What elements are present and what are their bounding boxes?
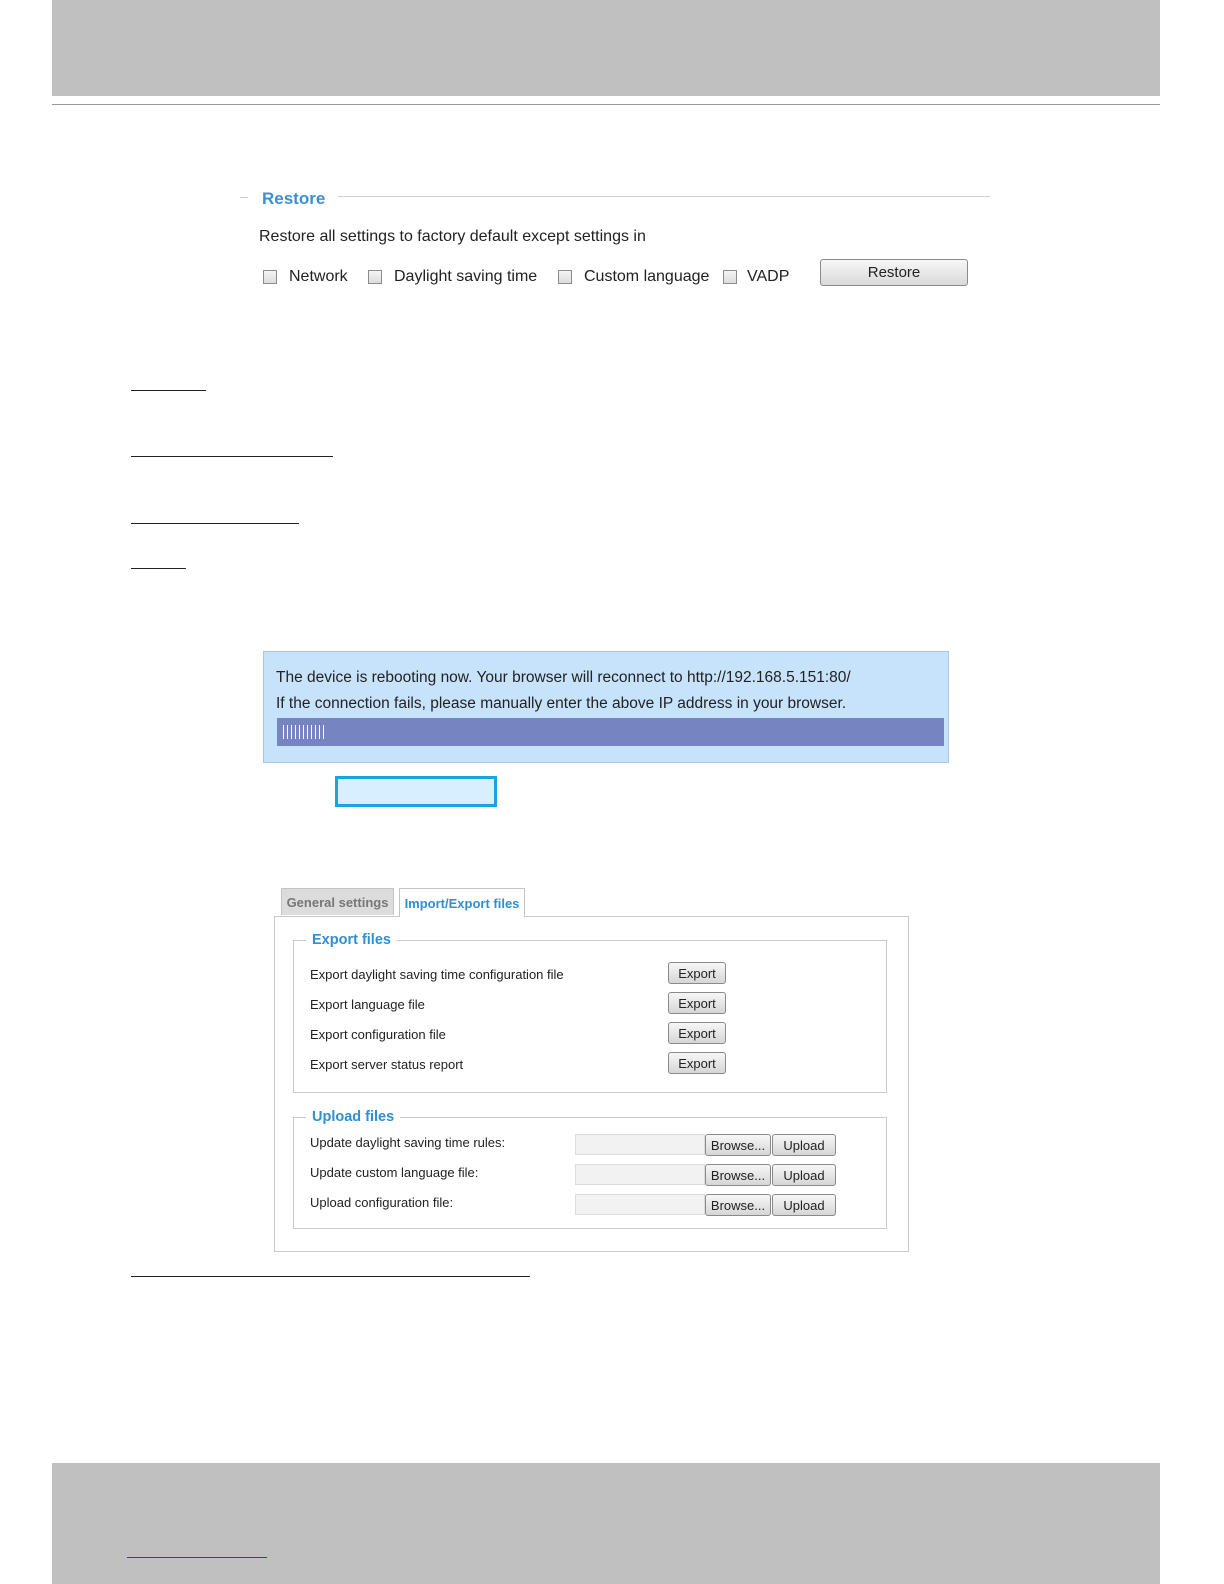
config-file-input[interactable] bbox=[575, 1194, 705, 1215]
underline-heading-4 bbox=[131, 568, 186, 569]
upload-row-label-dst: Update daylight saving time rules: bbox=[310, 1135, 506, 1150]
daylight-saving-checkbox-label: Daylight saving time bbox=[394, 268, 538, 285]
dst-rules-file-input[interactable] bbox=[575, 1134, 705, 1155]
restore-legend-line-left bbox=[240, 197, 248, 198]
export-row-label-status: Export server status report bbox=[310, 1057, 464, 1072]
restore-description: Restore all settings to factory default except settings in bbox=[259, 228, 646, 245]
header-rule bbox=[52, 104, 1160, 105]
export-row-label-dst: Export daylight saving time configuration file bbox=[310, 967, 564, 982]
vadp-checkbox[interactable] bbox=[723, 270, 737, 284]
config-upload-button[interactable]: Upload bbox=[772, 1194, 836, 1216]
config-browse-button[interactable]: Browse... bbox=[705, 1194, 771, 1216]
tab-general-settings[interactable]: General settings bbox=[281, 888, 394, 915]
progress-ticks bbox=[283, 725, 327, 739]
network-checkbox[interactable] bbox=[263, 270, 277, 284]
export-dst-button[interactable]: Export bbox=[668, 962, 726, 984]
underline-heading-2 bbox=[131, 456, 333, 457]
dst-rules-upload-button[interactable]: Upload bbox=[772, 1134, 836, 1156]
underline-heading-5 bbox=[131, 1276, 530, 1277]
export-config-button[interactable]: Export bbox=[668, 1022, 726, 1044]
underline-heading-3 bbox=[131, 523, 299, 524]
custom-language-checkbox-label: Custom language bbox=[584, 268, 710, 285]
vadp-checkbox-label: VADP bbox=[747, 268, 790, 285]
footer-band bbox=[52, 1463, 1160, 1584]
reboot-message-box bbox=[263, 651, 949, 763]
underline-heading-1 bbox=[131, 390, 206, 391]
restore-title: Restore bbox=[262, 189, 326, 208]
export-row-label-config: Export configuration file bbox=[310, 1027, 446, 1042]
restore-legend-line-right bbox=[338, 196, 990, 197]
reboot-progress-bar bbox=[277, 718, 944, 746]
upload-row-label-config: Upload configuration file: bbox=[310, 1195, 454, 1210]
tab-import-export-files[interactable]: Import/Export files bbox=[399, 888, 525, 917]
footer-link-underline[interactable] bbox=[127, 1557, 267, 1558]
reboot-message-line-1: The device is rebooting now. Your browser will reconnect to http://192.168.5.151:80/ bbox=[276, 669, 851, 686]
upload-files-title: Upload files bbox=[306, 1109, 400, 1125]
dst-rules-browse-button[interactable]: Browse... bbox=[705, 1134, 771, 1156]
daylight-saving-checkbox[interactable] bbox=[368, 270, 382, 284]
language-browse-button[interactable]: Browse... bbox=[705, 1164, 771, 1186]
language-file-input[interactable] bbox=[575, 1164, 705, 1185]
reboot-message-line-2: If the connection fails, please manually enter the above IP address in your browser. bbox=[276, 695, 847, 712]
upload-row-label-language: Update custom language file: bbox=[310, 1165, 479, 1180]
export-language-button[interactable]: Export bbox=[668, 992, 726, 1014]
restore-button[interactable]: Restore bbox=[820, 259, 968, 286]
language-upload-button[interactable]: Upload bbox=[772, 1164, 836, 1186]
custom-language-checkbox[interactable] bbox=[558, 270, 572, 284]
export-status-button[interactable]: Export bbox=[668, 1052, 726, 1074]
highlight-box bbox=[335, 776, 497, 807]
export-files-title: Export files bbox=[306, 932, 397, 948]
header-band bbox=[52, 0, 1160, 96]
network-checkbox-label: Network bbox=[289, 268, 348, 285]
export-row-label-language: Export language file bbox=[310, 997, 425, 1012]
